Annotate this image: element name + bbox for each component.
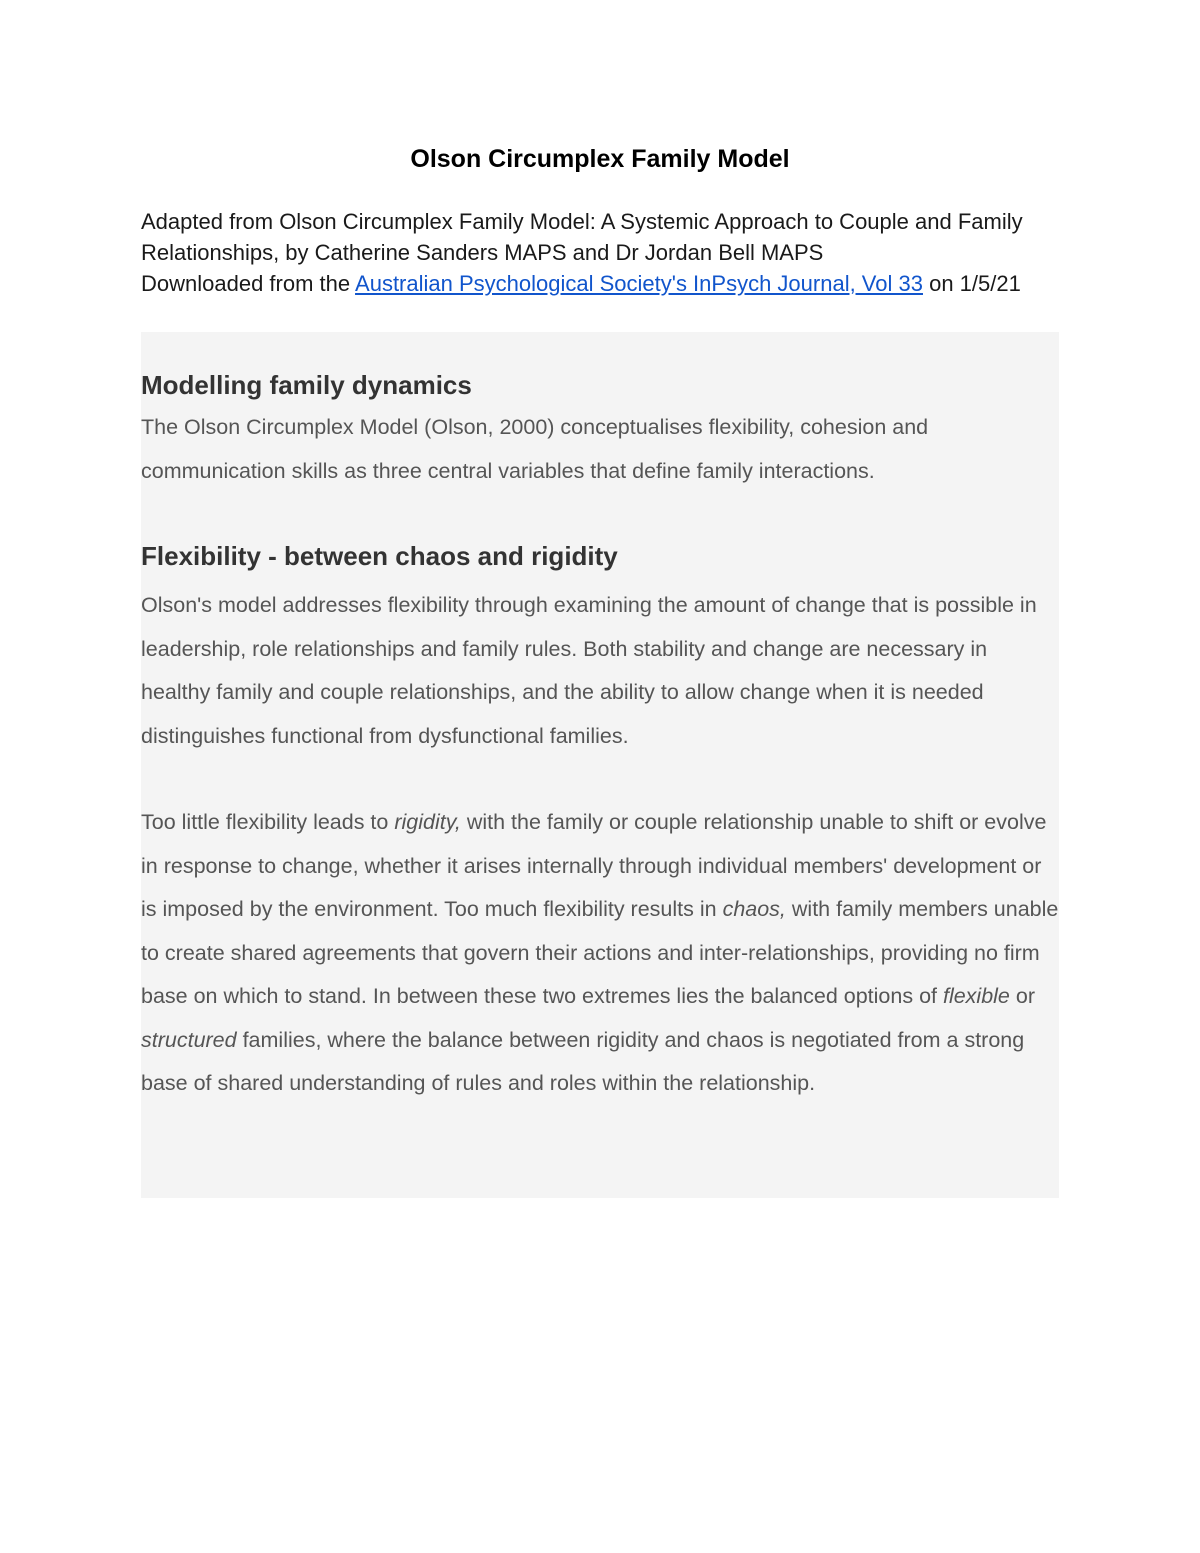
source-link[interactable]: Australian Psychological Society's InPsych Journal, Vol 33 (355, 271, 923, 296)
source-citation-text: Adapted from Olson Circumplex Family Model: A Systemic Approach to Couple and Family Relationships, by Catherine Sanders MAPS and Dr Jordan Bell MAPS (141, 209, 1023, 265)
section-heading-modelling-family-dynamics: Modelling family dynamics (141, 370, 472, 400)
document-title: Olson Circumplex Family Model (410, 145, 790, 173)
source-citation (141, 206, 1061, 299)
paragraph-flexibility-extremes (141, 801, 1059, 1106)
section-heading-flexibility: Flexibility - between chaos and rigidity (141, 541, 618, 571)
source-download-suffix: on 1/5/21 (922, 271, 1021, 296)
term-structured: structured (141, 1027, 237, 1052)
source-download-prefix: Downloaded from the (141, 271, 356, 296)
paragraph-text-segment: Too little flexibility leads to (141, 810, 395, 834)
paragraph-text-segment: families, where the balance between rigidity and chaos is negotiated from a strong base of shared understanding of rules and roles within the relationship. (141, 1027, 1025, 1095)
paragraph-text-segment: with the family or couple relationship unable to shift or evolve in response to change, whether it arises internally through individual members' development or is imposed by the environment. Too much flexibility results in (141, 810, 1047, 921)
term-chaos: chaos, (722, 897, 786, 921)
paragraph-text-segment: with family members unable to create shared agreements that govern their actions and inter-relationships, providing no firm base on which to stand. In between these two extremes lies the balanced options of (141, 897, 1059, 1008)
paragraph-modelling-family-dynamics: The Olson Circumplex Model (Olson, 2000) conceptualises flexibility, cohesion and communication skills as three central variables that define family interactions. (141, 415, 929, 483)
paragraph-text-segment: or (1009, 984, 1035, 1008)
term-flexible: flexible (942, 984, 1010, 1008)
term-rigidity: rigidity, (394, 810, 461, 834)
paragraph-flexibility-overview: Olson's model addresses flexibility through examining the amount of change that is possible in leadership, role relationships and family rules. Both stability and change are necessary in healthy family and couple relationships, and the ability to allow change when it is needed distinguishes functional from dysfunctional families. (141, 593, 1037, 748)
